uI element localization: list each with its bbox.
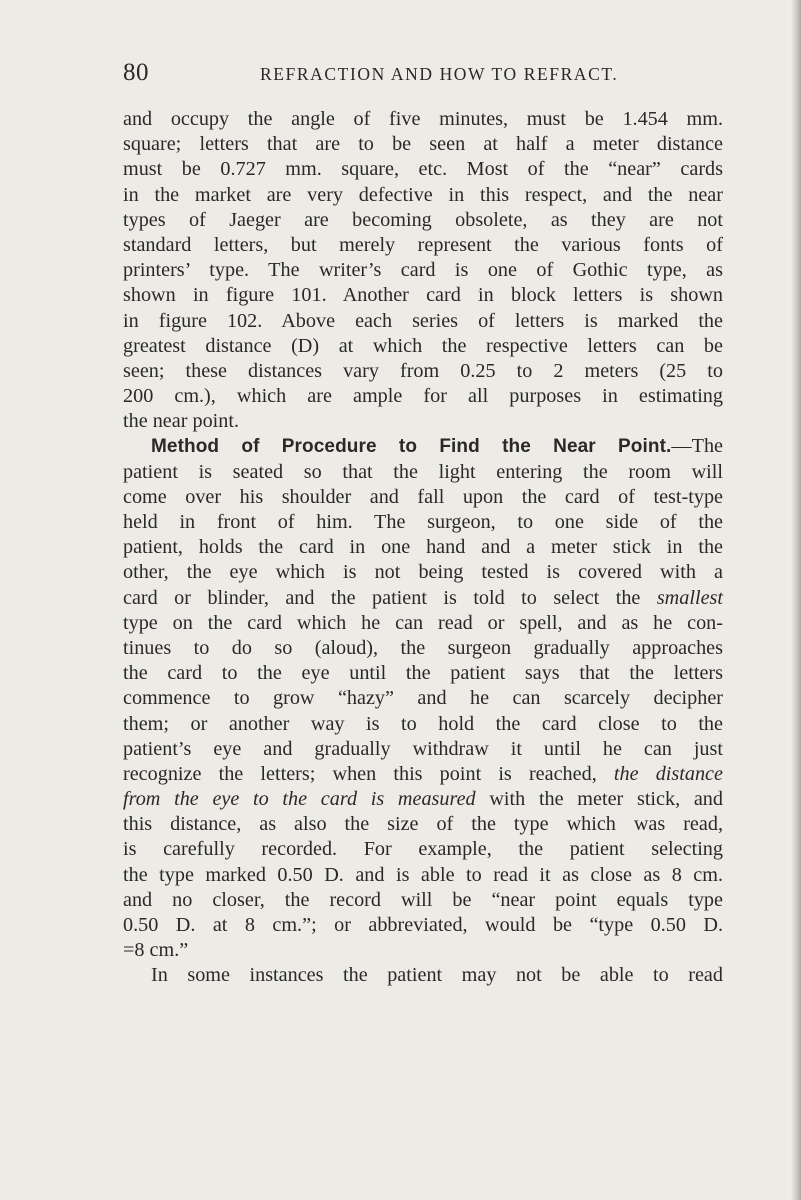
text-line: commence to grow “hazy” and he can scarcely decipher [123, 687, 723, 710]
text-line: 0.50 D. at 8 cm.”; or abbreviated, would be “type 0.50 D. [123, 914, 723, 936]
text-line: and no closer, the record will be “near point equals type [123, 888, 723, 911]
text-line: and occupy the angle of five minutes, must be 1.454 mm. [123, 108, 723, 130]
text-line: seen; these distances vary from 0.25 to 2 meters (25 to [123, 359, 723, 382]
running-head: REFRACTION AND HOW TO REFRACT. [260, 64, 619, 84]
text-line: shown in figure 101. Another card in block letters is shown [123, 284, 723, 307]
text-line: =8 cm.” [123, 939, 189, 962]
text-line: standard letters, but merely represent the various fonts of [123, 233, 723, 256]
text-line: type on the card which he can read or spell, and as he con- [123, 611, 723, 634]
text-line: tinues to do so (aloud), the surgeon gradually approaches [123, 636, 723, 659]
page-number: 80 [123, 59, 149, 86]
text-line: the card to the eye until the patient says that the letters [123, 662, 723, 685]
text-line [123, 586, 723, 611]
text-line: held in front of him. The surgeon, to one side of the [123, 511, 723, 533]
text-run: with the meter stick, and [475, 788, 723, 811]
section-heading-line [123, 434, 723, 459]
text-line: is carefully recorded. For example, the patient selecting [123, 838, 723, 861]
text-line: in the market are very defective in this respect, and the near [123, 183, 723, 206]
text-run: recognize the letters; when this point is reached, [123, 762, 614, 785]
text-line: square; letters that are to be seen at half a meter distance [123, 133, 723, 156]
text-line: patient’s eye and gradually withdraw it until he can just [123, 737, 723, 760]
text-line: in figure 102. Above each series of letters is marked the [123, 309, 723, 332]
emphasis-distance: the distance [613, 762, 723, 785]
body-text [123, 107, 723, 989]
text-line: types of Jaeger are becoming obsolete, as they are not [123, 208, 723, 231]
text-line [123, 762, 723, 787]
text-line: them; or another way is to hold the card close to the [123, 712, 723, 735]
text-line: this distance, as also the size of the type which was read, [123, 813, 723, 836]
emphasis-smallest: smallest [656, 586, 723, 609]
text-line: must be 0.727 mm. square, etc. Most of the “near” cards [123, 158, 723, 181]
heading-tail-text: —The [671, 435, 723, 458]
text-line: come over his shoulder and fall upon the card of test-type [123, 485, 723, 508]
text-line: patient is seated so that the light entering the room will [123, 460, 723, 483]
text-line: greatest distance (D) at which the respective letters can be [123, 334, 723, 357]
page-header [123, 58, 723, 88]
page-edge-shadow [791, 0, 801, 1200]
text-line: 200 cm.), which are ample for all purposes in estimating [123, 385, 723, 408]
text-line: the type marked 0.50 D. and is able to read it as close as 8 cm. [123, 863, 723, 886]
text-line: patient, holds the card in one hand and a meter stick in the [123, 536, 723, 559]
text-line: printers’ type. The writer’s card is one of Gothic type, as [123, 259, 723, 282]
text-line [123, 787, 723, 812]
text-line: In some instances the patient may not be able to read [151, 964, 723, 987]
text-run: card or blinder, and the patient is told to select the [123, 586, 657, 609]
text-line: other, the eye which is not being tested is covered with a [123, 561, 723, 584]
text-line: the near point. [123, 410, 240, 433]
emphasis-measured: from the eye to the card is measured [123, 788, 476, 811]
section-heading: Method of Procedure to Find the Near Point. [151, 436, 672, 458]
